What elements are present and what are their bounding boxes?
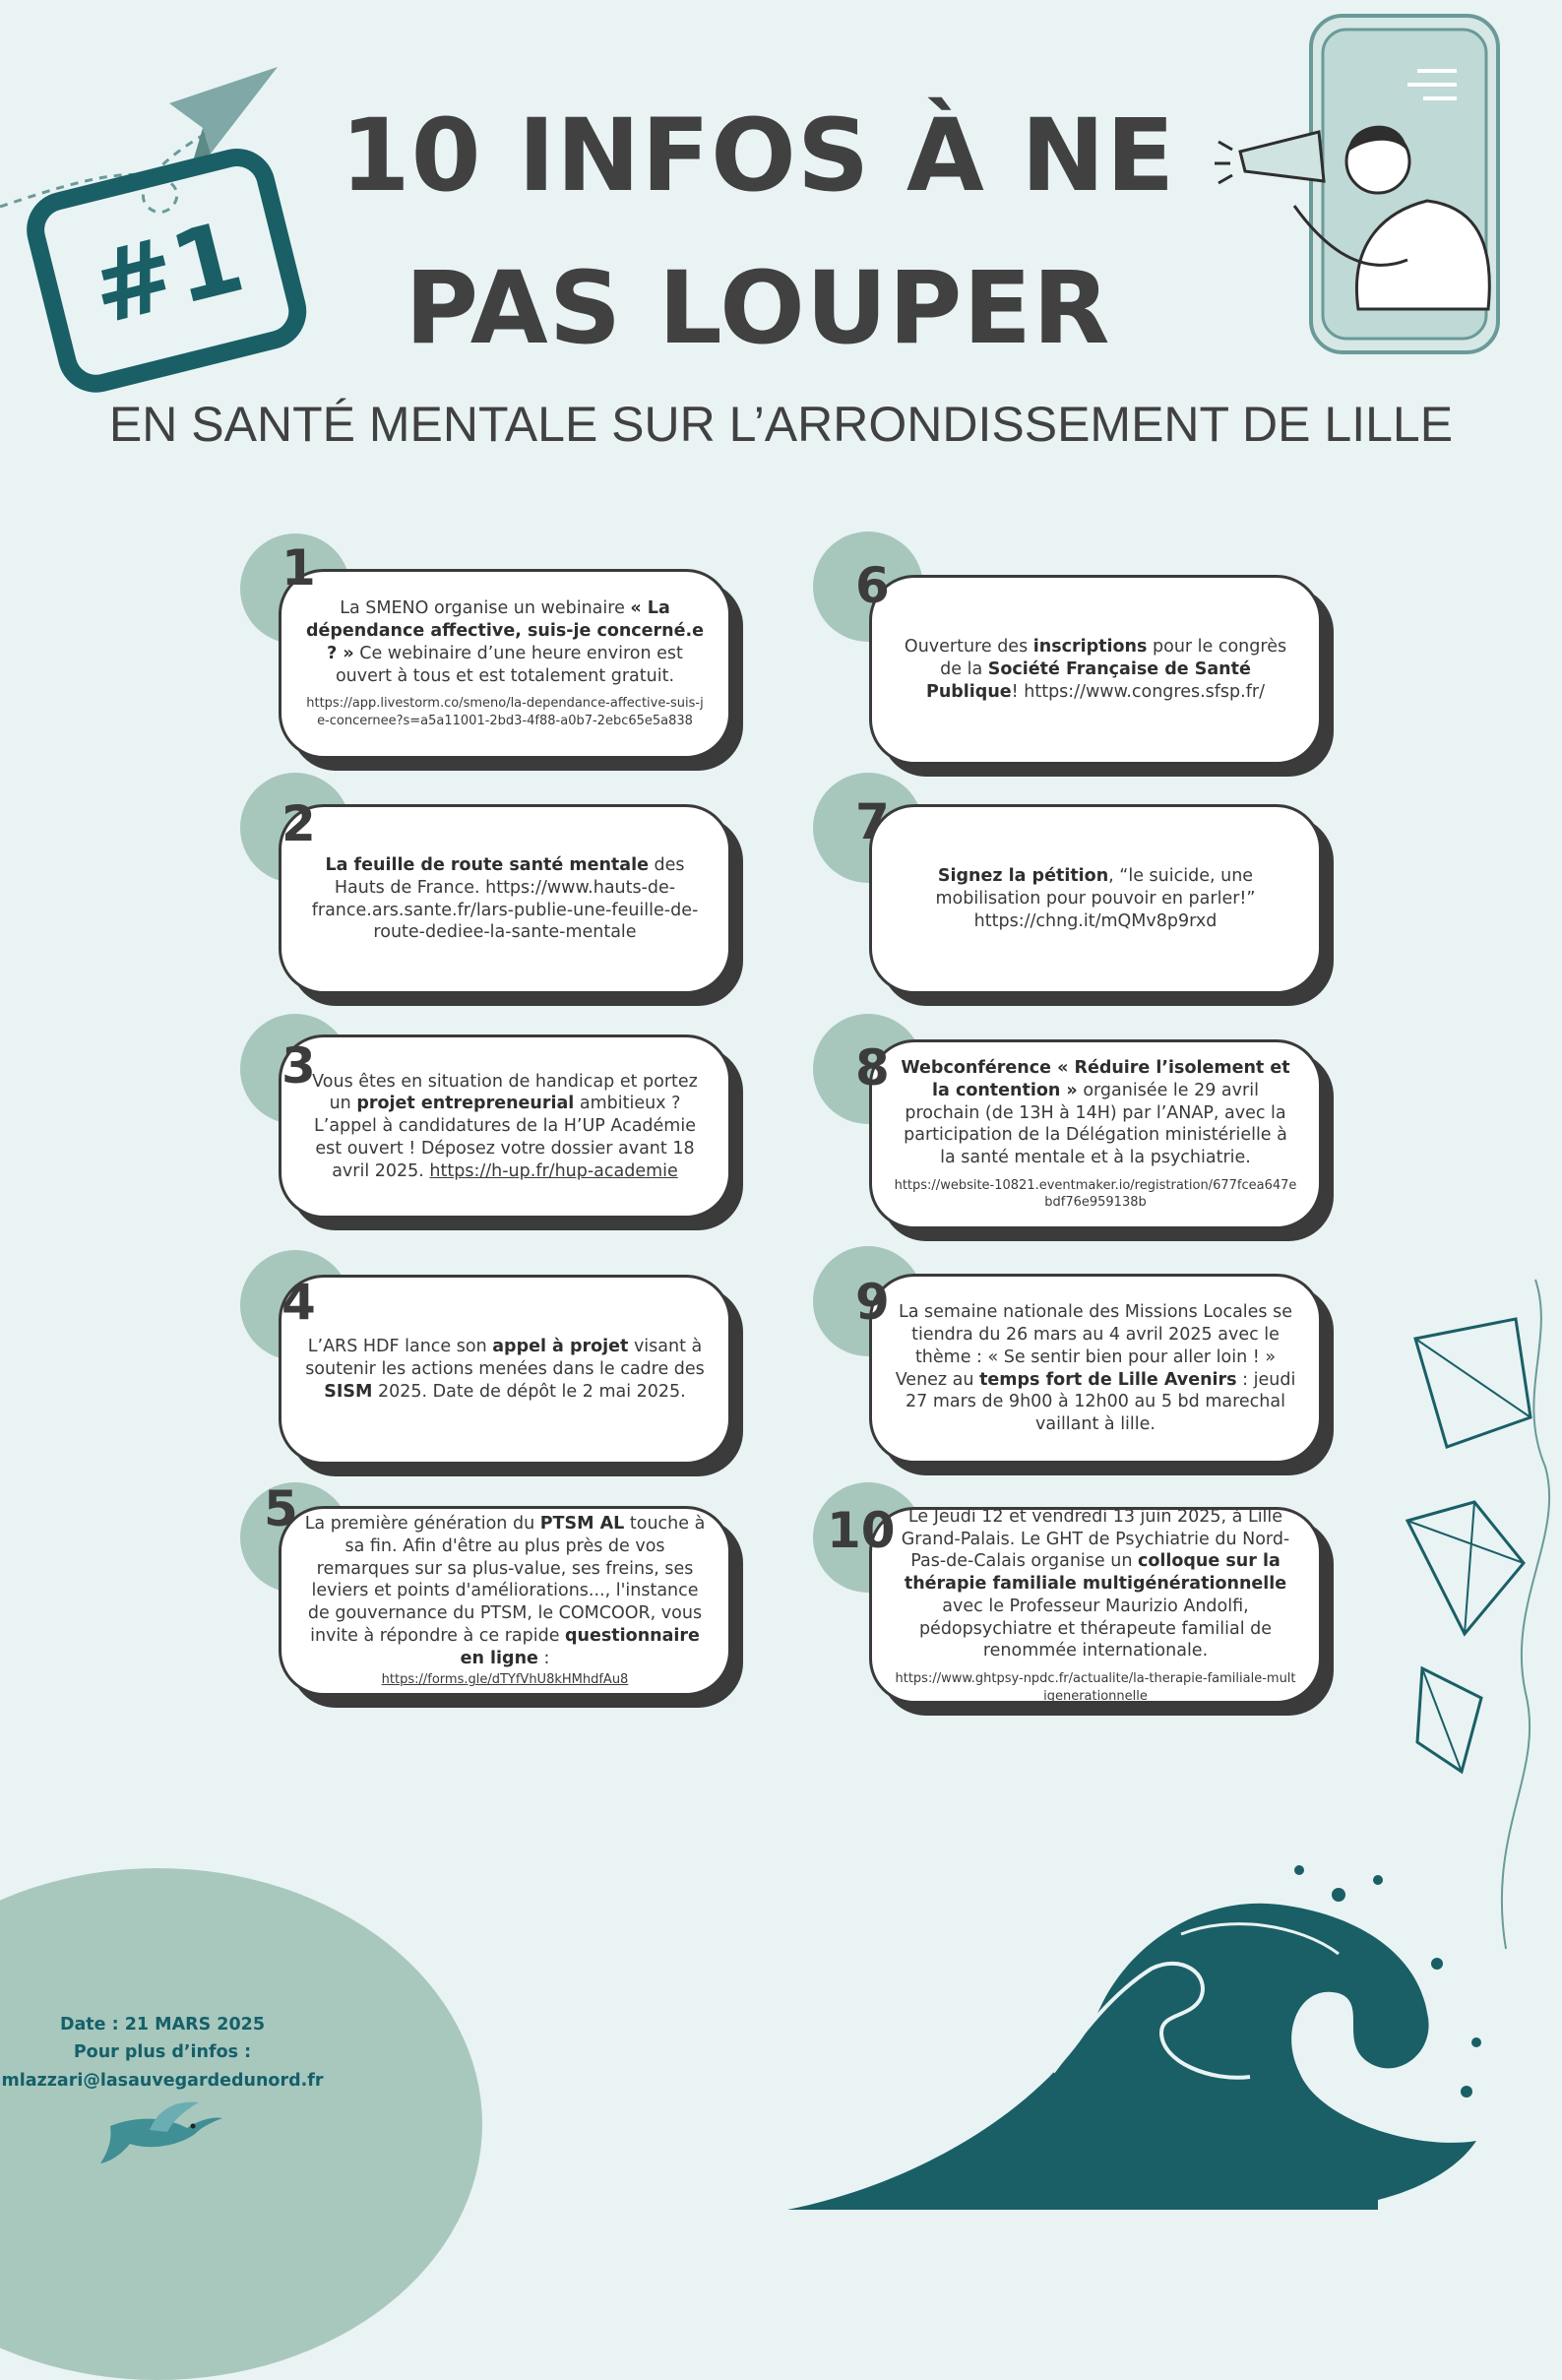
card-number: 10	[827, 1502, 896, 1559]
card-number: 5	[264, 1480, 298, 1537]
info-card-text-segment: La feuille de route santé mentale	[325, 855, 649, 875]
hashtag-stamp-icon	[18, 138, 313, 394]
hummingbird-icon	[91, 2097, 228, 2175]
info-card-text-segment: temps fort de Lille Avenirs	[979, 1369, 1237, 1390]
card-number: 6	[855, 557, 890, 614]
info-card-text-segment: L’ARS HDF lance son	[307, 1337, 493, 1357]
info-card-text	[303, 597, 707, 687]
info-card-text-segment: Signez la pétition	[937, 866, 1109, 887]
info-card-text	[894, 865, 1297, 932]
card-number: 7	[855, 793, 890, 850]
info-card-6	[869, 575, 1322, 765]
info-card-text-segment: : jeudi 27 mars de 9h00 à 12h00 au 5 bd marechal vaillant à lille.	[906, 1369, 1296, 1434]
svg-text:#1: #1	[80, 198, 255, 347]
info-card-text-segment: touche à sa fin. Afin d'être au plus près de vos remarques sur sa plus-value, ses freins, ses leviers et points d'améliorations..., l'instance de gouvernance du PTSM, le COMCOOR, vous invite à répondre à ce rapide	[307, 1514, 706, 1646]
footer-contact	[0, 2011, 325, 2095]
info-card-text-segment: des Hauts de France. https://www.hauts-de-france.ars.sante.fr/lars-publie-une-feuille-de-route-dediee-la-sante-mentale	[311, 855, 699, 943]
info-card-url[interactable]: https://app.livestorm.co/smeno/la-dependance-affective-suis-je-concernee?s=a5a11001-2bd3-4f88-a0b7-2ebc65e5a838	[306, 696, 704, 728]
info-card-text-segment: questionnaire en ligne	[460, 1625, 700, 1668]
info-card-text	[303, 1336, 707, 1403]
info-card-10	[869, 1507, 1322, 1704]
megaphone-phone-illustration	[1201, 14, 1526, 368]
kite-icon	[1388, 1280, 1562, 1949]
info-card-text-segment: SISM	[324, 1381, 373, 1402]
info-card-text	[894, 1506, 1297, 1662]
info-card-text	[894, 1301, 1297, 1436]
footer-blob	[0, 1868, 482, 2380]
info-card-text-segment: La SMENO organise un webinaire	[340, 598, 631, 619]
info-card-url[interactable]: https://www.ghtpsy-npdc.fr/actualite/la-therapie-familiale-multigenerationnelle	[895, 1671, 1296, 1704]
info-card-text-segment: La semaine nationale des Missions Locales se tiendra du 26 mars au 4 avril 2025 avec le thème : « Se sentir bien pour aller loin ! » Venez au	[895, 1302, 1292, 1390]
info-card-text-segment: ambitieux ?L’appel à candidatures de la H’UP Académie est ouvert ! Déposez votre dossier avant 18 avril 2025.	[314, 1094, 696, 1181]
info-card-text	[894, 636, 1297, 703]
info-card-text-segment: , “le suicide, une mobilisation pour pouvoir en parler!” https://chng.it/mQMv8p9rxd	[935, 866, 1256, 931]
info-card-7	[869, 804, 1322, 994]
info-card-url[interactable]: https://forms.gle/dTYfVhU8kHMhdfAu8	[381, 1672, 629, 1688]
info-card-4	[279, 1275, 731, 1465]
info-card-text-segment: projet entrepreneurial	[356, 1094, 575, 1114]
footer-more-info: Pour plus d’infos :	[73, 2042, 252, 2063]
card-number: 9	[855, 1274, 890, 1331]
info-card-text-segment: appel à projet	[492, 1337, 629, 1357]
info-card-text-segment: Ce webinaire d’une heure environ est ouvert à tous et est totalement gratuit.	[335, 643, 683, 686]
info-card-9	[869, 1274, 1322, 1464]
info-card-2	[279, 804, 731, 994]
info-card-text-segment: Le Jeudi 12 et vendredi 13 juin 2025, à Lille Grand-Palais. Le GHT de Psychiatrie du Nord-Pas-de-Calais organise un	[901, 1506, 1290, 1572]
wave-illustration	[787, 1855, 1535, 2210]
info-card-text-segment: Vous êtes en situation de handicap et portez un	[312, 1071, 698, 1114]
info-card-text	[303, 1513, 707, 1669]
info-card-3	[279, 1034, 731, 1219]
card-number: 2	[281, 795, 316, 852]
info-card-url[interactable]: https://website-10821.eventmaker.io/registration/677fcea647ebdf76e959138b	[894, 1177, 1297, 1211]
card-number: 1	[281, 539, 316, 596]
info-card-text-segment: La première génération du	[304, 1514, 540, 1534]
info-card-text-segment: « La dépendance affective, suis-je concerné.e ? »	[305, 598, 705, 663]
info-card-link[interactable]: https://h-up.fr/hup-academie	[429, 1160, 678, 1181]
card-number: 8	[855, 1039, 890, 1096]
footer-email[interactable]: mlazzari@lasauvegardedunord.fr	[1, 2070, 324, 2091]
info-card-text-segment: :	[537, 1648, 550, 1668]
info-card-text	[303, 854, 707, 944]
info-card-text-segment: ! https://www.congres.sfsp.fr/	[1011, 681, 1265, 702]
info-card-text-segment: 2025. Date de dépôt le 2 mai 2025.	[372, 1381, 686, 1402]
page-title-line1: 10 INFOS À NE	[340, 97, 1176, 215]
info-card-text-segment: visant à soutenir les actions menées dans le cadre des	[305, 1337, 705, 1380]
page-title-line2: PAS LOUPER	[405, 250, 1111, 367]
info-card-text-segment: pour le congrès de la	[940, 637, 1287, 680]
info-card-text-segment: Webconférence « Réduire l’isolement et la contention »	[901, 1058, 1290, 1100]
info-card-text-segment: inscriptions	[1032, 637, 1148, 658]
info-card-text	[303, 1071, 707, 1183]
info-card-1	[279, 569, 731, 759]
info-card-text-segment: avec le Professeur Maurizio Andolfi, pédopsychiatre et thérapeute familial de renommée internationale.	[918, 1596, 1273, 1661]
card-number: 4	[281, 1274, 316, 1331]
footer-date: Date : 21 MARS 2025	[59, 2015, 266, 2035]
info-card-8	[869, 1039, 1322, 1229]
info-card-text-segment: PTSM AL	[539, 1514, 625, 1534]
info-card-text-segment: colloque sur la thérapie familiale multigénérationnelle	[904, 1551, 1287, 1595]
page-subtitle: EN SANTÉ MENTALE SUR L’ARRONDISSEMENT DE LILLE	[108, 397, 1454, 452]
info-card-text-segment: Ouverture des	[904, 637, 1033, 658]
card-number: 3	[281, 1037, 316, 1095]
info-card-text	[894, 1057, 1297, 1169]
info-card-text-segment: Société Française de Santé Publique	[926, 659, 1251, 702]
info-card-5	[279, 1506, 731, 1696]
info-card-text-segment: organisée le 29 avril prochain (de 13H à 14H) par l’ANAP, avec la participation de la Délégation ministérielle à la santé mentale et à la psychiatrie.	[904, 1080, 1287, 1168]
